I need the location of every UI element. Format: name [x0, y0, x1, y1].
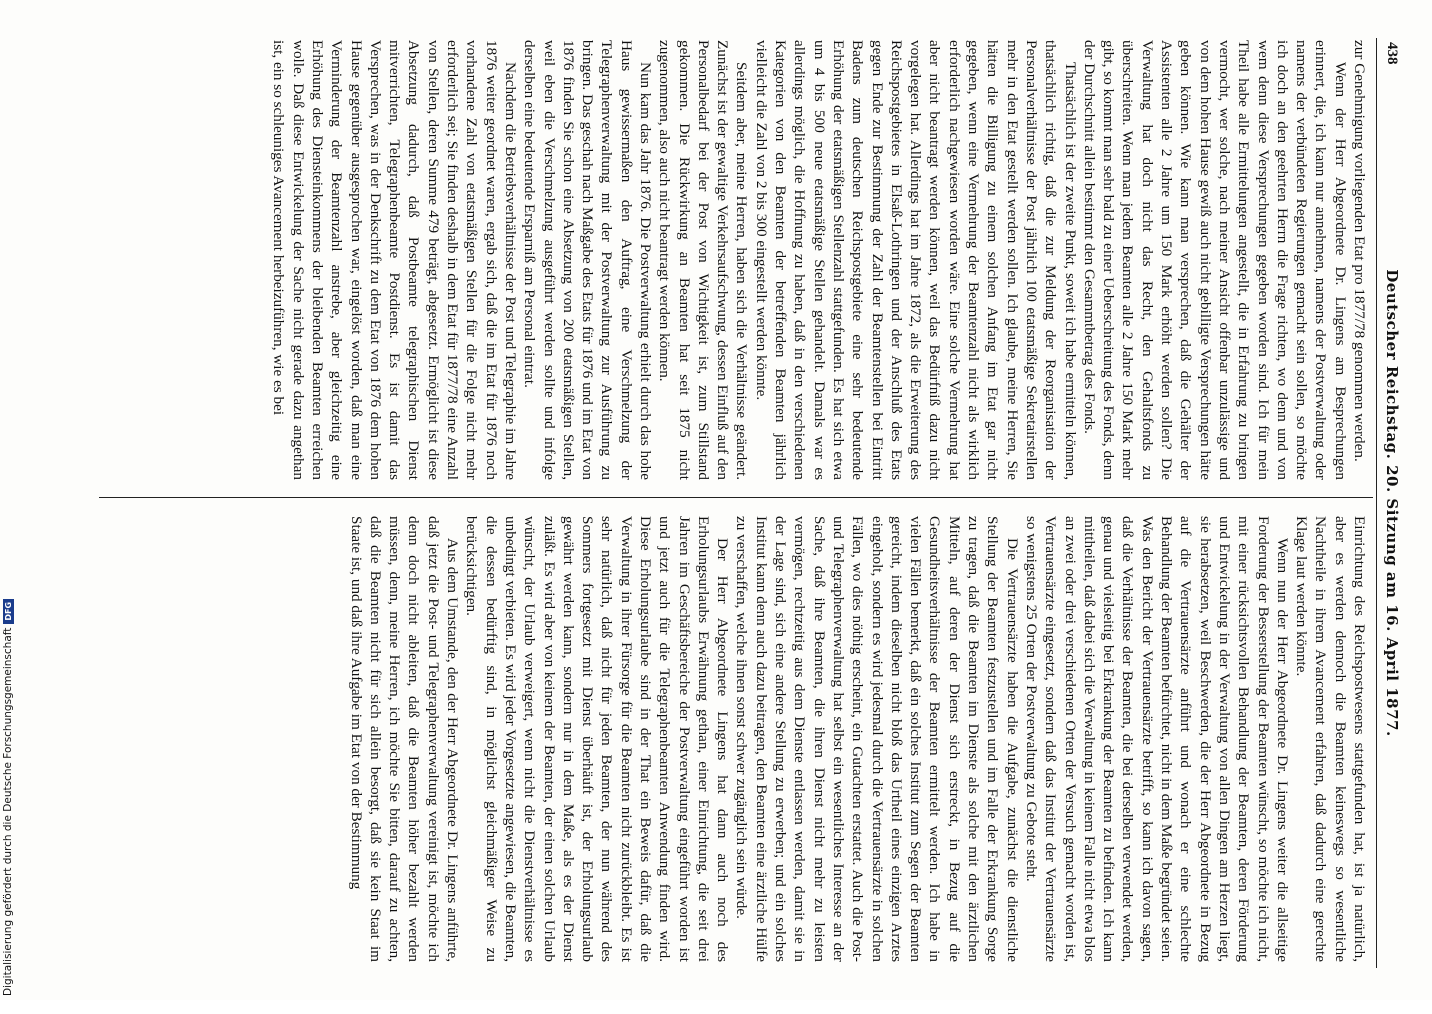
paragraph: Einrichtung des Reichspostwesens stattgefunden hat, ist ja natürlich, aber es werden dennoch die Beamten keineswegs so wesentliche Nachtheile in ihrem Avancement erfahren, daß dadurch eine gerechte Klage laut werden könnte. [1293, 516, 1368, 962]
paragraph: Die Vertrauensärzte haben die Aufgabe, zunächst die dienstliche Stellung der Beamten festzustellen und im Falle der Erkrankung Sorge zu tragen, daß die Beamten im Dienste als solche mit den ärztlichen Mitteln, auf deren der Dienst sich erstreckt, in Bezug auf die Gesundheitsverhältnisse der Beamten ermittelt werden. Ich habe in vielen Fällen bemerkt, daß ein solches Institut zum Segen der Beamten gereicht, indem dieselben nicht bloß das Urtheil eines einzigen Arztes eingeholt, sondern es wird jedesmal durch die Vertrauensärzte in solchen Fällen, wo dies nöthig erscheint, ein Gutachten erstattet. Auch die Post- und Telegraphenverwaltung hat selbst ein wesentliches Interesse an der Sache, daß ihre Beamten, die ihren Dienst nicht mehr zu leisten vermögen, rechtzeitig aus dem Dienste entlassen werden, damit sie in der Lage sind, sich eine andere Stellung zu erwerben; und ein solches Institut kann denn auch dazu beitragen, den Beamten eine ärztliche Hülfe zu verschaffen, welche ihnen sonst schwer zugänglich sein würde. [733, 516, 1021, 962]
right-column [99, 516, 1369, 962]
running-title: Deutscher Reichstag. 20. Sitzung am 16. April 1877. [1383, 269, 1401, 737]
left-column [99, 40, 1369, 480]
paragraph: Wenn nun der Herr Abgeordnete Dr. Lingens weiter die allseitige Forderung der Besserstellung der Beamten wünscht, so möchte ich nicht, mit einer rücksichtsvollen Behandlung der Beamten, deren Förderung und Entwickelung in der Verwaltung von allen Dingen am Herzen liegt, sie herabsetzen, weil Beschwerden, die der Herr Abgeordnete in Bezug auf die Vertrauensärzte anführt und wonach er eine schlechte Behandlung der Beamten befürchtet, nicht in dem Maße begründet seien. Was den Bericht der Vertrauensärzte betrifft, so kann ich davon sagen, daß die Verhältnisse der Beamten, die bei derselben verwendet werden, genau und vielseitig bei Erkrankung der Beamten zu befinden. Ich kann mittheilen, daß dabei sich die Verwaltung in keinem Falle nicht etwa blos an zwei oder drei verschiedenen Orten der Versuch gemacht worden ist, Vertrauensärzte eingesetzt, sondern daß das Institut der Vertrauensärzte so wenigstens 25 Orten der Postverwaltung zu Gebote steht. [1022, 516, 1291, 962]
digitization-text: Digitalisierung gefördert durch die Deutsche Forschungsgemeinschaft [2, 627, 14, 996]
dfg-logo: DFG [3, 599, 14, 624]
rotated-page-content [93, 38, 1403, 968]
column-divider [99, 497, 1373, 498]
digitization-note [0, 14, 22, 1014]
page-number: 438 [1384, 42, 1400, 65]
paragraph: Seitdem aber, meine Herren, haben sich die Verhältnisse geändert. Zunächst ist der gewaltige Verkehrsaufschwung, dessen Einfluß auf den Personalbedarf bei der Post von Wichtigkeit ist, zum Stillstand gekommen. Die Rückwirkung an Beamten hat seit 1875 nicht zugenommen, also auch nicht beantragt werden können. [656, 40, 751, 480]
paragraph: Der Herr Abgeordnete Lingens hat dann auch noch des Erholungsurlaubs Erwähnung gethan, einer Einrichtung, die seit drei Jahren im Geschäftsbereiche der Postverwaltung eingeführt worden ist und jetzt auch für die Telegraphenbeamten Anwendung finden wird. Diese Erholungsurlaube sind in der That ein Beweis dafür, daß die Verwaltung in ihrer Fürsorge für die Beamten nicht zurückbleibt. Es ist sehr natürlich, daß nicht für jeden Beamten, der nun während des Sommers fortgesetzt mit Dienst überhäuft ist, der Erholungsurlaub gewährt werden kann, sondern nur in dem Maße, als es der Dienst zuläßt. Es wird aber von keinem der Beamten, der einen solchen Urlaub wünscht, der Urlaub verweigert, wenn nicht die Dienstverhältnisse es unbedingt verbieten. Es wird jeder Vorgesetzte angewiesen, die Beamten, die dessen bedürftig sind, in möglichst gleichmäßiger Weise zu berücksichtigen. [463, 516, 732, 962]
paragraph: Nun kam das Jahr 1876. Die Postverwaltung erhielt durch das hohe Haus gewissermaßen den Auftrag, eine Verschmelzung der Telegraphenverwaltung mit der Postverwaltung zur Ausführung zu bringen. Das geschah nach Maßgabe des Etats für 1876 und im Etat von 1876 finden Sie schon eine Absetzung von 200 etatsmäßigen Stellen, weil eben die Verschmelzung ausgeführt werden sollte und infolge derselben eine bedeutende Ersparniß am Personal eintrat. [521, 40, 655, 480]
paragraph: Aus dem Umstande, den der Herr Abgeordnete Dr. Lingens anführte, daß jetzt die Post- und Telegraphenverwaltung vereinigt ist, möchte ich denn doch nicht ableiten, daß die Beamten höher bezahlt werden müssen, denn, meine Herren, ich möchte Sie bitten, darauf zu achten, daß die Beamten nicht für sich allein besorgt, daß sie kein Staat im Staate ist, und daß ihre Aufgabe im Etat von der Bestimmung [347, 516, 462, 962]
paragraph: Nachdem die Betriebsverhältnisse der Post und Telegraphie im Jahre 1876 weiter geordnet waren, ergab sich, daß die im Etat für 1876 noch vorhandene Zahl von etatsmäßigen Stellen für die Folge nicht mehr erforderlich sei; Sie finden deshalb in dem Etat für 1877/78 eine Anzahl von Stellen, deren Summe 479 beträgt, abgesetzt. Ermöglicht ist diese Absetzung dadurch, daß Postbeamte telegraphischen Dienst mitverrichten, Telegraphenbeamte Postdienst. Es ist damit das Versprechen, was in der Denkschrift zu dem Etat von 1876 dem hohen Hause gegenüber ausgesprochen war, eingelöst worden, daß man eine Verminderung der Beamtenzahl anstrebe, aber gleichzeitig eine Erhöhung des Diensteinkommens der bleibenden Beamten erreichen wolle. Daß diese Entwickelung der Sache nicht gerade dazu angethan ist, ein so schleuniges Avancement herbeizuführen, wie es bei [270, 40, 519, 480]
paragraph: zur Genehmigung vorliegenden Etat pro 1877/78 genommen werden. [1351, 40, 1368, 462]
running-header [1376, 38, 1403, 968]
paragraph: Thatsächlich ist der zweite Punkt, soweit ich habe ermitteln können, thatsächlich richtig, daß die zur Meldung der Reorganisation der Personalverhältnisse der Post jährlich 100 etatsmäßige Sekretairstellen mehr in den Etat gestellt werden sollen. Ich glaube, meine Herren, Sie hätten die Billigung zu einem solchen Anfang im Etat gar nicht gegeben, wenn eine Vermehrung der Beamtenzahl nicht als wirklich erforderlich nachgewiesen worden wäre. Eine solche Vermehrung hat aber nicht beantragt werden können, weil das Bedürfniß dazu nicht vorgelegen hat. Allerdings hat im Jahre 1872, als die Erweiterung des Reichspostgebietes in Elsaß-Lothringen und der Anschluß des Etats gegen Ende zur Bestimmung der Zahl der Beamtenstellen bei Eintritt Badens zum deutschen Reichspostgebiete eine sehr bedeutende Erhöhung der etatsmäßigen Stellenzahl stattgefunden. Es hat sich etwa um 4 bis 500 neue etatsmäßige Stellen gehandelt. Damals war es allerdings möglich, die Hoffnung zu haben, daß in den verschiedenen Kategorien von den Beamten der betreffenden Beamten jährlich vielleicht die Zahl von 2 bis 300 eingestellt werden könnte. [752, 40, 1079, 480]
paragraph: Wenn der Herr Abgeordnete Dr. Lingens am Besprechungen erinnert, die, ich kann nur annehmen, namens der Postverwaltung oder namens der verbündeten Regierungen gemacht sein sollen, so möchte ich doch an den geehrten Herrn die Frage richten, wo denn und von wem denn diese Versprechungen gegeben worden sind. Ich für mein Theil habe alle Ermittelungen angestellt, die in Erfahrung zu bringen vermocht, wer solche, nach meiner Ansicht offenbar unzulässige und von dem hohen Hause gewiß auch nicht gebilligte Versprechungen hätte geben können. Wie kann man versprechen, daß die Gehälter der Assistenten alle 2 Jahre um 150 Mark erhöht werden sollen? Die Verwaltung hat doch nicht das Recht, den Gehaltsfonds zu überschreiten. Wenn man jedem Beamten alle 2 Jahre 150 Mark mehr gibt, so kommt man sehr bald zu einer Ueberschreitung des Fonds, denn der Durchschnitt allein bestimmt den Gesammtbetrag des Fonds. [1080, 40, 1349, 480]
